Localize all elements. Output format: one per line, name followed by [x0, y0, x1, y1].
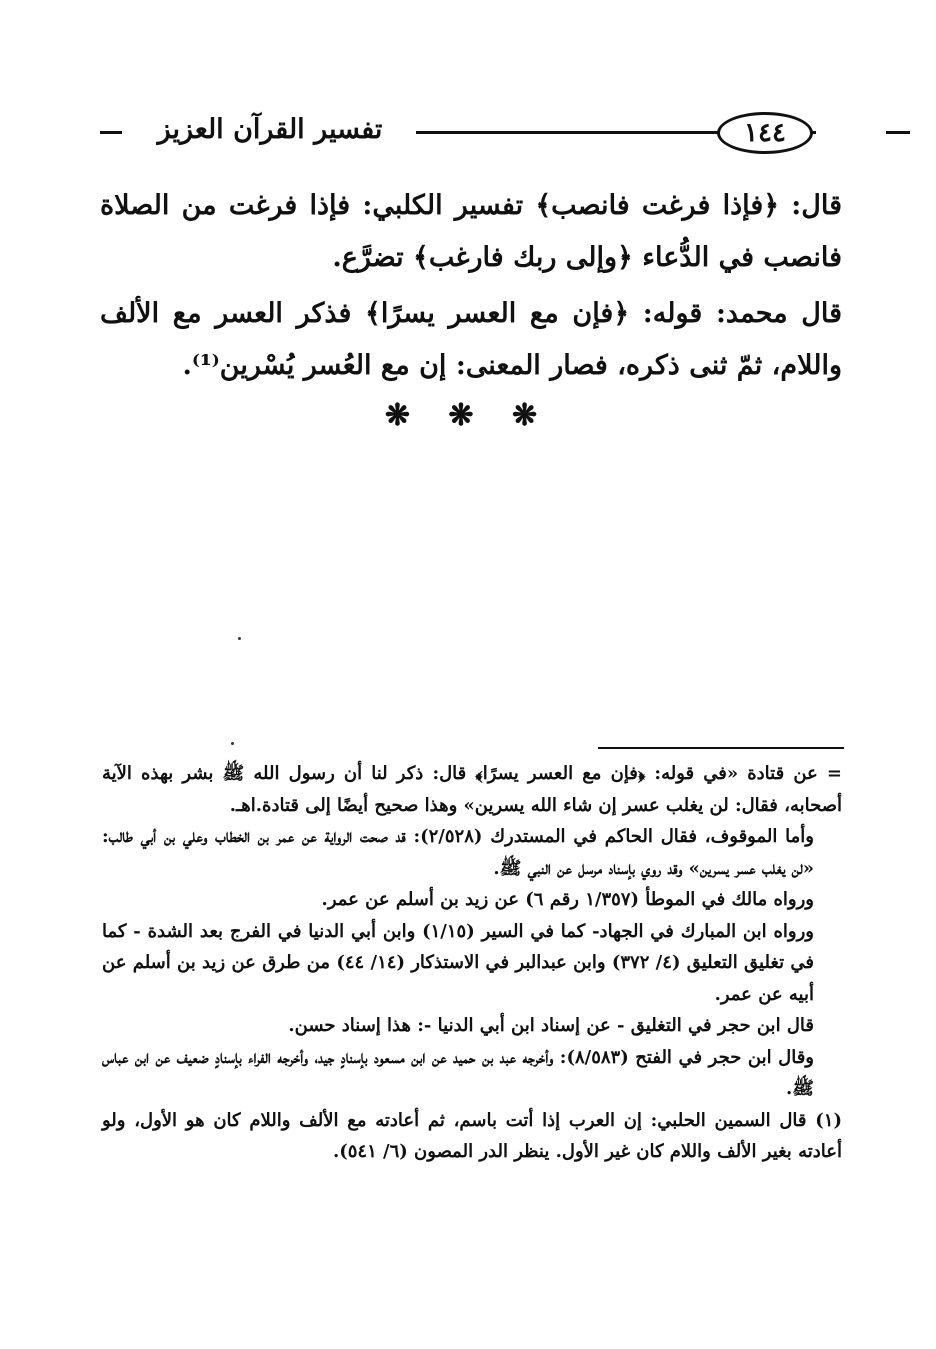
section-separator: ❋ ❋ ❋ [384, 398, 552, 433]
footnote-line: وقال ابن حجر في الفتح (٨/٥٨٣): وأخرجه عبد بن حميد عن ابن مسعود بإسنادٍ جيد، وأخرجه الفراء بإسنادٍ ضعيف عن ابن عباس ﷺ. [102, 1046, 814, 1099]
footnote-line: ورواه ابن المبارك في الجهاد- كما في السير (١/١٥) وابن أبي الدنيا في الفرج بعد الشدة - كما في تغليق التعليق (٤/ ٣٧٢) وابن عبدالبر في الاستذكار (١٤/ ٤٤) من طرق عن زيد بن أسلم عن أبيه عن عمر. [102, 920, 815, 1005]
header-rule [100, 131, 122, 134]
footnote-item: (١) قال السمين الحلبي: إن العرب إذا أتت باسم، ثم أعادته مع الألف واللام كان هو الأول، ولو أعادته بغير الألف واللام كان غير الأول. ينظر الدر المصون (٦/ ٥٤١). [102, 1109, 842, 1162]
main-paragraph: قال محمد: قوله: ﴿فإن مع العسر يسرًا﴾ فذكر العسر مع الألف واللام، ثمّ ثنى ذكره، فصار المعنى: إن مع العُسر يُسْرين⁽¹⁾. [100, 298, 842, 381]
page-number: ١٤٤ [717, 112, 813, 154]
footnote-line: وأما الموقوف، فقال الحاكم في المستدرك (٢/٥٢٨): قد صحت الرواية عن عمر بن الخطاب وعلي بن أبي طالب: «لن يغلب عسر يسرين» وقد روي بإسناد مرسل عن النبي ﷺ. [102, 826, 814, 879]
scan-speck [238, 637, 241, 640]
footnote-separator [598, 747, 844, 749]
running-title: تفسير القرآن العزيز [157, 114, 383, 145]
header-rule [886, 131, 910, 134]
footnote-line: = عن قتادة «في قوله: ﴿فإن مع العسر يسرًا﴾ قال: ذكر لنا أن رسول الله ﷺ بشر بهذه الآية أصحابه، فقال: لن يغلب عسر إن شاء الله يسرين» وهذا صحيح أيضًا إلى قتادة.اهـ. [102, 763, 842, 816]
page-header [100, 100, 845, 160]
footnotes [102, 758, 842, 1168]
main-paragraph: قال: ﴿فإذا فرغت فانصب﴾ تفسير الكلبي: فإذا فرغت من الصلاة فانصب في الدُّعاء ﴿وإلى ربك فارغب﴾ تضرَّع. [100, 190, 842, 273]
scan-speck [231, 742, 234, 745]
footnote-line: قال ابن حجر في التغليق - عن إسناد ابن أبي الدنيا -: هذا إسناد حسن. [288, 1015, 814, 1036]
footnote-line: ورواه مالك في الموطأ (١/٣٥٧ رقم ٦) عن زيد بن أسلم عن عمر. [321, 889, 814, 910]
main-text [100, 180, 842, 396]
